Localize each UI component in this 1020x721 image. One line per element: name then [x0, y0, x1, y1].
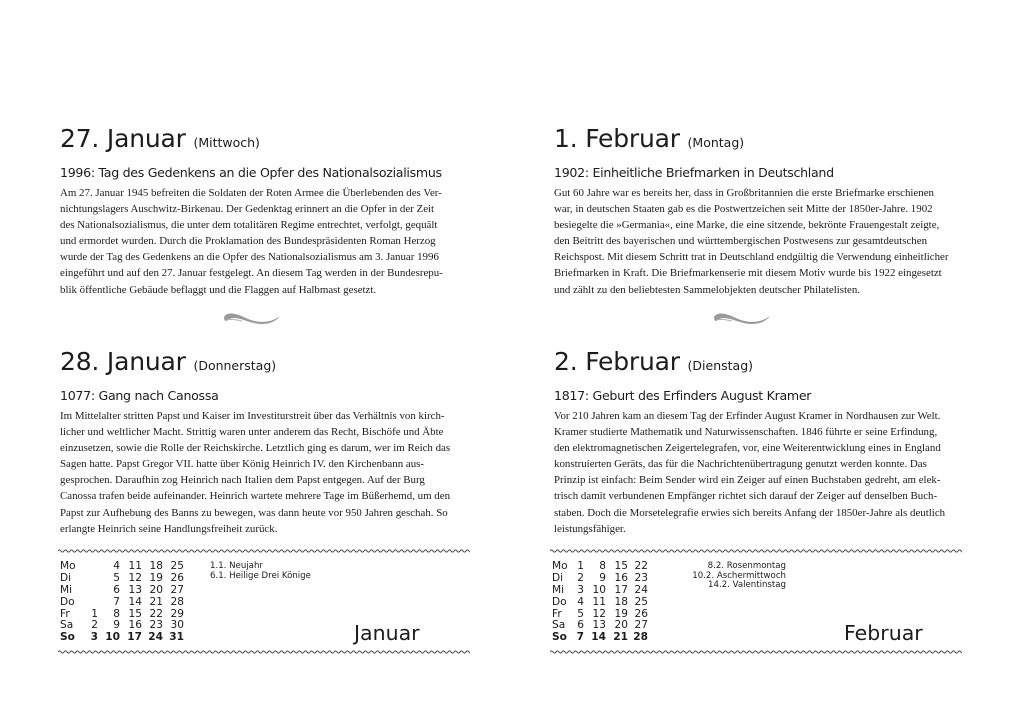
entry-body: Am 27. Januar 1945 befreiten die Soldaten der Roten Armee die Überlebenden des Ver- nichtungslagers Auschwitz-Birkenau. Der Gedenktag erinnert an die Opfer in der Zeit des Nationalsozialismus, die unter dem totalitären Regime entrechtet, verfolgt, gequält und ermordet wurden. Durch die Proklamation des Bundespräsidenten Roman Herzog wurde der Tag des Gedenkens an die Opfer des Nationalsozialismus am 3. Januar 1996 eingeführt und auf den 27. Januar festgelegt. An diesem Tag werden in der Bundesrepu- blik öffentliche Gebäude beflaggt und die Flaggen auf Halbmast gesetzt.: [60, 187, 443, 296]
ornament-divider: [218, 311, 284, 327]
entry-weekday: (Donnerstag): [193, 358, 277, 373]
wave-rule-bottom: [58, 649, 470, 655]
entry-headline: 1077: Gang nach Canossa: [60, 388, 219, 403]
entry-weekday: (Dienstag): [687, 358, 754, 373]
entry-1-februar: [554, 124, 966, 298]
entry-28-januar: [60, 347, 472, 537]
entry-headline: 1902: Einheitliche Briefmarken in Deutschland: [554, 165, 834, 180]
wave-rule-bottom: [550, 649, 962, 655]
entry-headline: 1817: Geburt des Erfinders August Kramer: [554, 388, 812, 403]
entry-headline: 1996: Tag des Gedenkens an die Opfer des Nationalsozialismus: [60, 165, 442, 180]
month-name: Januar: [354, 621, 420, 645]
calendar-februar: Mo 1 8 15 22 Di 2 9 16 23 Mi 3 10 17 24 Do 4 11 18 25 Fr 5 12 19 26 Sa 6 13 20 27 So 7 14 21 28 8.2. Rosenmontag 10.2. Aschermittwoch 14.2. Valentinstag Februar: [550, 548, 962, 660]
entry-body: Im Mittelalter stritten Papst und Kaiser im Investiturstreit über das Verhältnis von kirch- licher und weltlicher Macht. Strittig waren unter anderem das Recht, Bischöfe und Äbte einzusetzen, sowie die Rolle der Reichskirche. Letztlich ging es darum, wer im Reich das Sagen hatte. Papst Gregor VII. hatte über König Heinrich IV. den Kirchenbann aus- gesprochen. Daraufhin zog Heinrich nach Italien dem Papst entgegen. Auf der Burg Canossa trafen beide aufeinander. Heinrich wartete mehrere Tage im Büßerhemd, um den Papst zur Aufhebung des Banns zu bewegen, was dann heute vor 950 Jahren geschah. So erlangte Heinrich seine Handlungsfreiheit zurück.: [60, 410, 451, 535]
holiday-list: [690, 562, 786, 591]
holiday-list: [210, 562, 311, 581]
entry-weekday: (Montag): [687, 135, 745, 150]
entry-date-heading: 1. Februar (Montag): [554, 124, 745, 153]
calendar-januar: Mo 4 11 18 25 Di 5 12 19 26 Mi 6 13 20 27 Do 7 14 21 28 Fr 1 8 15 22 29 Sa 2 9 16 23 30 So 3 10 17 24 31 1.1. Neujahr 6.1. Heilige Drei Könige Januar: [58, 548, 470, 660]
entry-date-heading: 28. Januar (Donnerstag): [60, 347, 277, 376]
holiday-item: 1.1. Neujahr: [210, 561, 263, 571]
entry-2-februar: [554, 347, 966, 537]
wave-rule-top: [550, 548, 962, 554]
holiday-item: 8.2. Rosenmontag: [707, 561, 786, 571]
holiday-item: 14.2. Valentinstag: [708, 580, 786, 591]
month-name: Februar: [844, 621, 923, 645]
wave-rule-top: [58, 548, 470, 554]
entry-date-heading: 2. Februar (Dienstag): [554, 347, 754, 376]
entry-body: Gut 60 Jahre war es bereits her, dass in Großbritannien die erste Briefmarke erschienen war, in deutschen Staaten gab es die Postwertzeichen seit Mitte der 1850er-Jahre. 1902 besiegelte die »Germania«, eine Marke, die eine sitzende, bekrönte Frauengestalt zeigte, den Beitritt des bayerischen und württembergischen Postwesens zur gesamtdeutschen Reichspost. Mit diesem Schritt trat in Deutschland endgültig die Verwendung einheitlicher Briefmarken in Kraft. Die Briefmarkenserie mit diesem Motiv wurde bis 1922 eingesetzt und zählt zu den beliebtesten Sammelobjekten deutscher Philatelisten.: [554, 187, 949, 296]
holiday-item: 6.1. Heilige Drei Könige: [210, 570, 311, 581]
entry-date-heading: 27. Januar (Mittwoch): [60, 124, 260, 153]
entry-weekday: (Mittwoch): [193, 135, 260, 150]
entry-body: Vor 210 Jahren kam an diesem Tag der Erfinder August Kramer in Nordhausen zur Welt. Kramer studierte Mathematik und Naturwissenschaften. 1846 führte er seine Erfindung, den elektromagnetischen Zeigertelegrafen, vor, eine Weiterentwicklung eines in England konstruierten Geräts, das für die Nachrichtenübertragung genutzt werden konnte. Das Prinzip ist einfach: Beim Sender wird ein Zeiger auf einen Buchstaben gedreht, am elek- trisch damit verbundenen Empfänger richtet sich darauf der Zeiger auf denselben Buch- staben. Doch die Morsetelegrafie erwies sich bereits Anfang der 1850er-Jahre als deutlich leistungsfähiger.: [554, 410, 946, 535]
holiday-item: 10.2. Aschermittwoch: [692, 570, 786, 581]
ornament-divider: [708, 311, 774, 327]
right-page: [510, 0, 1020, 721]
entry-27-januar: [60, 124, 472, 298]
